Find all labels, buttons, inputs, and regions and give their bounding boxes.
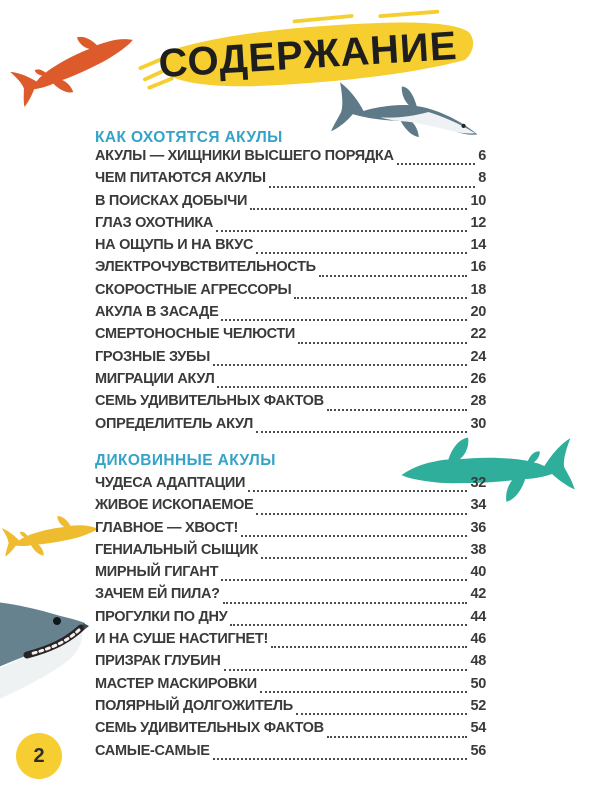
dot-leader xyxy=(294,297,467,299)
toc-entry-label: МИГРАЦИИ АКУЛ xyxy=(95,370,215,387)
dot-leader xyxy=(397,163,476,165)
dot-leader xyxy=(298,342,467,344)
toc-entry-label: НА ОЩУПЬ И НА ВКУС xyxy=(95,237,254,254)
shark-head-photo xyxy=(0,595,95,725)
toc-entry-page: 24 xyxy=(470,348,486,365)
toc-entry-label: АКУЛЫ — ХИЩНИКИ ВЫСШЕГО ПОРЯДКА xyxy=(95,148,394,164)
toc-entry-page: 10 xyxy=(470,192,486,209)
toc-entry xyxy=(95,326,486,348)
page-number: 2 xyxy=(33,744,45,767)
dot-leader xyxy=(256,513,467,515)
toc-entry xyxy=(95,720,486,742)
toc-entry xyxy=(95,564,486,586)
dot-leader xyxy=(271,646,467,648)
toc-entry-page: 48 xyxy=(470,653,486,670)
toc-entry-label: ЧЕМ ПИТАЮТСЯ АКУЛЫ xyxy=(95,170,266,187)
dot-leader xyxy=(327,409,468,411)
toc-entry xyxy=(95,698,486,720)
toc-entry-page: 42 xyxy=(470,586,486,603)
toc-entry-label: ГРОЗНЫЕ ЗУБЫ xyxy=(95,348,210,365)
page-title: СОДЕРЖАНИЕ xyxy=(157,23,459,86)
toc-entry-page: 16 xyxy=(470,259,486,276)
toc-entry xyxy=(95,349,486,371)
toc-entry-label: В ПОИСКАХ ДОБЫЧИ xyxy=(95,192,248,209)
toc-entry-page: 40 xyxy=(470,564,486,581)
dot-leader xyxy=(213,364,467,366)
dot-leader xyxy=(319,275,468,277)
toc-entry xyxy=(95,282,486,304)
dot-leader xyxy=(260,691,468,693)
toc-entry xyxy=(95,393,486,415)
toc-entry xyxy=(95,743,486,765)
toc-entry-label: СМЕРТОНОСНЫЕ ЧЕЛЮСТИ xyxy=(95,326,296,343)
dot-leader xyxy=(296,713,468,715)
toc-entry xyxy=(95,497,486,519)
toc-entry xyxy=(95,586,486,608)
toc-entry-label: ЭЛЕКТРОЧУВСТВИТЕЛЬНОСТЬ xyxy=(95,259,316,276)
dot-leader xyxy=(230,624,467,626)
dot-leader xyxy=(216,230,467,232)
toc-entry-page: 36 xyxy=(470,519,486,536)
toc-entry xyxy=(95,609,486,631)
yellow-shark-icon xyxy=(0,498,104,572)
toc-entry-page: 34 xyxy=(470,497,486,514)
dot-leader xyxy=(248,490,467,492)
section-heading-1: КАК ОХОТЯТСЯ АКУЛЫ xyxy=(95,129,283,146)
toc-entry-page: 44 xyxy=(470,608,486,625)
toc-entry-label: ГЛАЗ ОХОТНИКА xyxy=(95,214,214,231)
dot-leader xyxy=(217,386,467,388)
toc-entry-label: ГЕНИАЛЬНЫЙ СЫЩИК xyxy=(95,541,259,558)
toc-entry xyxy=(95,542,486,564)
toc-entry-page: 28 xyxy=(470,393,486,410)
dot-leader xyxy=(327,736,468,738)
toc-entry xyxy=(95,416,486,438)
toc-entry-label: ПРИЗРАК ГЛУБИН xyxy=(95,653,221,670)
dot-leader xyxy=(269,186,476,188)
toc-entry-label: ЗАЧЕМ ЕЙ ПИЛА? xyxy=(95,586,220,603)
toc-entry-page: 38 xyxy=(470,541,486,558)
page-number-badge xyxy=(16,733,62,779)
toc-entry-page: 20 xyxy=(470,304,486,321)
toc-entry-page: 8 xyxy=(478,170,486,187)
toc-entry xyxy=(95,304,486,326)
toc-entry-page: 52 xyxy=(470,697,486,714)
toc-entry xyxy=(95,215,486,237)
toc-entry-label: ОПРЕДЕЛИТЕЛЬ АКУЛ xyxy=(95,415,254,432)
toc-entry xyxy=(95,193,486,215)
toc-entry-label: ЖИВОЕ ИСКОПАЕМОЕ xyxy=(95,497,254,514)
toc-list-1 xyxy=(95,148,486,438)
dot-leader xyxy=(256,252,467,254)
toc-entry-label: И НА СУШЕ НАСТИГНЕТ! xyxy=(95,631,269,648)
toc-entry-page: 6 xyxy=(478,148,486,164)
dot-leader xyxy=(224,669,468,671)
toc-entry-page: 26 xyxy=(470,370,486,387)
toc-entry-page: 54 xyxy=(470,720,486,737)
toc-entry xyxy=(95,631,486,653)
dot-leader xyxy=(213,758,468,760)
toc-entry-page: 22 xyxy=(470,326,486,343)
toc-entry xyxy=(95,237,486,259)
dot-leader xyxy=(221,319,467,321)
toc-entry-page: 32 xyxy=(470,475,486,491)
toc-entry-label: АКУЛА В ЗАСАДЕ xyxy=(95,304,219,321)
toc-entry xyxy=(95,653,486,675)
toc-entry-label: СЕМЬ УДИВИТЕЛЬНЫХ ФАКТОВ xyxy=(95,393,324,410)
toc-list-2 xyxy=(95,475,486,765)
dot-leader xyxy=(256,431,467,433)
toc-entry-label: СЕМЬ УДИВИТЕЛЬНЫХ ФАКТОВ xyxy=(95,720,324,737)
toc-entry-page: 12 xyxy=(470,214,486,231)
toc-entry-page: 56 xyxy=(470,742,486,759)
toc-entry-label: МАСТЕР МАСКИРОВКИ xyxy=(95,675,257,692)
toc-entry-page: 50 xyxy=(470,675,486,692)
toc-entry xyxy=(95,520,486,542)
toc-entry-label: СКОРОСТНЫЕ АГРЕССОРЫ xyxy=(95,281,292,298)
toc-entry xyxy=(95,676,486,698)
toc-entry-label: ЧУДЕСА АДАПТАЦИИ xyxy=(95,475,246,491)
toc-entry xyxy=(95,170,486,192)
toc-entry-label: МИРНЫЙ ГИГАНТ xyxy=(95,564,219,581)
toc-entry xyxy=(95,475,486,497)
toc-entry-page: 14 xyxy=(470,237,486,254)
toc-entry-page: 46 xyxy=(470,631,486,648)
orange-shark-icon xyxy=(0,0,151,128)
toc-entry-label: ПРОГУЛКИ ПО ДНУ xyxy=(95,608,228,625)
dot-leader xyxy=(261,557,467,559)
toc-entry-page: 18 xyxy=(470,281,486,298)
toc-entry-label: САМЫЕ-САМЫЕ xyxy=(95,742,210,759)
toc-entry-label: ГЛАВНОЕ — ХВОСТ! xyxy=(95,519,239,536)
dot-leader xyxy=(241,535,467,537)
dot-leader xyxy=(250,208,467,210)
dot-leader xyxy=(223,602,468,604)
toc-entry xyxy=(95,259,486,281)
section-heading-2: ДИКОВИННЫЕ АКУЛЫ xyxy=(95,452,276,469)
dot-leader xyxy=(221,579,467,581)
toc-entry-label: ПОЛЯРНЫЙ ДОЛГОЖИТЕЛЬ xyxy=(95,697,293,714)
toc-entry xyxy=(95,148,486,170)
toc-entry-page: 30 xyxy=(470,415,486,432)
toc-entry xyxy=(95,371,486,393)
